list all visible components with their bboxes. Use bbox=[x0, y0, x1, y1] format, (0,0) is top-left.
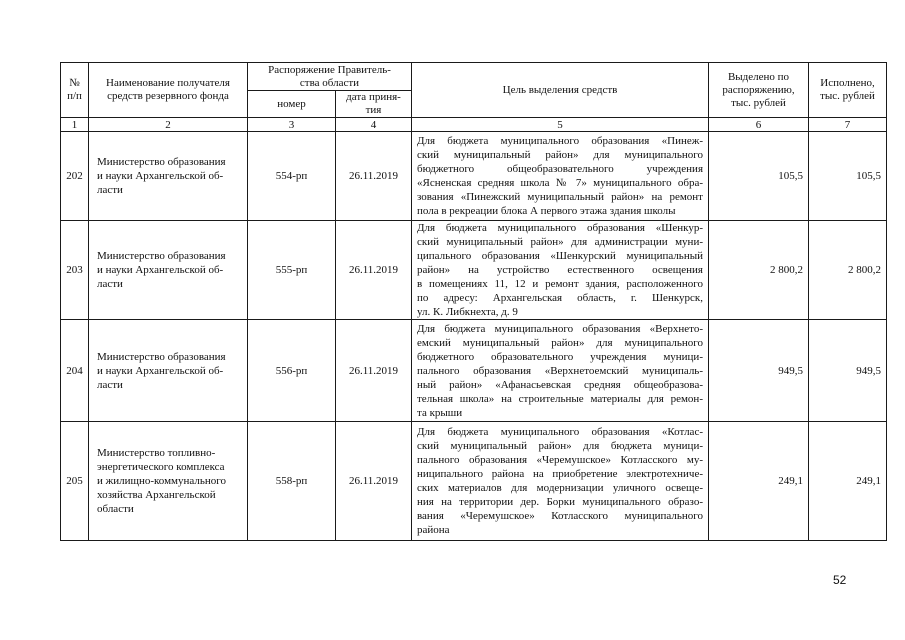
allocated-amount-cell: 105,5 bbox=[709, 132, 809, 221]
page-number: 52 bbox=[833, 573, 847, 587]
table-row bbox=[61, 221, 887, 320]
order-number-cell: 558-рп bbox=[248, 422, 336, 541]
header-recipient bbox=[89, 63, 248, 118]
purpose-line: Для бюджета муниципального образования «Верхнето- bbox=[417, 322, 703, 335]
recipient-line: хозяйства Архангельской bbox=[97, 489, 216, 501]
purpose-line: района bbox=[417, 524, 450, 536]
purpose-line: Для бюджета муниципального образования «Шенкур- bbox=[417, 222, 703, 234]
recipient-cell bbox=[89, 221, 248, 320]
header-no-line: п/п bbox=[67, 90, 82, 102]
purpose-cell bbox=[412, 422, 709, 541]
executed-amount-cell: 2 800,2 bbox=[809, 221, 887, 320]
allocated-amount-cell: 2 800,2 bbox=[709, 221, 809, 320]
purpose-cell bbox=[412, 132, 709, 221]
recipient-line: ласти bbox=[97, 278, 123, 290]
purpose-line: Для бюджета муниципального образования «Пинеж- bbox=[417, 135, 703, 147]
column-number: 4 bbox=[336, 118, 412, 132]
column-number: 5 bbox=[412, 118, 709, 132]
row-number-cell: 203 bbox=[61, 221, 89, 320]
order-number-cell: 555-рп bbox=[248, 221, 336, 320]
purpose-line: емский муниципальный район» для муниципального bbox=[417, 336, 703, 349]
purpose-line: пального образования «Верхнетоемский муниципаль- bbox=[417, 364, 703, 377]
header-order-group bbox=[248, 63, 412, 91]
recipient-line: и жилищно-коммунального bbox=[97, 475, 227, 487]
recipient-cell bbox=[89, 422, 248, 541]
column-number: 2 bbox=[89, 118, 248, 132]
column-number: 6 bbox=[709, 118, 809, 132]
purpose-line: ный район» «Афанасьевская средняя общеобразова- bbox=[417, 378, 703, 391]
purpose-line: ский муниципальный район» для муниципального bbox=[417, 149, 703, 161]
header-order-date-line: тия bbox=[365, 104, 382, 116]
header-order-date bbox=[336, 91, 412, 118]
purpose-line: ских материалов для модернизации уличного освеще- bbox=[417, 482, 703, 494]
purpose-line: район» на устройство естественного освещения bbox=[417, 264, 703, 276]
row-number-cell: 202 bbox=[61, 132, 89, 221]
executed-amount-cell: 105,5 bbox=[809, 132, 887, 221]
header-order-line: Распоряжение Правитель- bbox=[268, 63, 391, 76]
header-purpose-line: Цель выделения средств bbox=[502, 83, 618, 96]
header-allocated bbox=[709, 63, 809, 118]
purpose-cell bbox=[412, 320, 709, 422]
column-number: 7 bbox=[809, 118, 887, 132]
purpose-line: зования «Пинежский муниципальный район» на ремонт bbox=[417, 191, 703, 203]
order-date-cell: 26.11.2019 bbox=[336, 320, 412, 422]
allocated-amount-cell: 949,5 bbox=[709, 320, 809, 422]
header-order-number bbox=[248, 91, 336, 118]
header-recipient-line: Наименование получателя bbox=[106, 77, 230, 89]
purpose-line: вания «Черемушское» Котласского муниципального bbox=[417, 510, 703, 522]
header-allocated-line: распоряжению, bbox=[722, 83, 795, 96]
column-number-row bbox=[61, 118, 887, 132]
purpose-line: та крыши bbox=[417, 406, 463, 419]
header-recipient-line: средств резервного фонда bbox=[107, 90, 229, 102]
order-date-cell: 26.11.2019 bbox=[336, 422, 412, 541]
recipient-line: области bbox=[97, 503, 134, 515]
executed-amount-cell: 949,5 bbox=[809, 320, 887, 422]
header-no-line: № bbox=[69, 77, 80, 89]
column-number: 1 bbox=[61, 118, 89, 132]
recipient-line: Министерство образования bbox=[97, 350, 226, 363]
header-no bbox=[61, 63, 89, 118]
header-executed-line: Исполнено, bbox=[820, 77, 875, 89]
header-order-number-line: номер bbox=[277, 97, 306, 110]
purpose-line: ский муниципальный район» для администрации муни- bbox=[417, 236, 703, 248]
reserve-fund-table bbox=[60, 62, 887, 541]
purpose-line: Для бюджета муниципального образования «Котлас- bbox=[417, 426, 703, 438]
purpose-line: в помещениях 11, 12 и ремонт здания, расположенного bbox=[417, 278, 703, 290]
purpose-line: ниципального района на приобретение электротехниче- bbox=[417, 468, 703, 480]
recipient-line: и науки Архангельской об- bbox=[97, 170, 224, 182]
header-executed-line: тыс. рублей bbox=[820, 90, 875, 102]
header-purpose bbox=[412, 63, 709, 118]
header-allocated-line: тыс. рублей bbox=[731, 96, 786, 109]
recipient-line: и науки Архангельской об- bbox=[97, 364, 224, 377]
table-header bbox=[61, 63, 887, 132]
purpose-line: ния на территории дер. Борки муниципального образо- bbox=[417, 496, 703, 508]
order-number-cell: 554-рп bbox=[248, 132, 336, 221]
purpose-line: ский муниципальный район» для бюджета муници- bbox=[417, 440, 703, 452]
recipient-line: Министерство образования bbox=[97, 250, 226, 262]
header-order-line: ства области bbox=[299, 76, 360, 89]
purpose-line: ул. К. Либкнехта, д. 9 bbox=[417, 306, 518, 318]
purpose-line: пального образования «Черемушское» Котласского му- bbox=[417, 454, 703, 466]
row-number-cell: 204 bbox=[61, 320, 89, 422]
table-row bbox=[61, 132, 887, 221]
order-number-cell: 556-рп bbox=[248, 320, 336, 422]
header-order-date-line: дата приня- bbox=[346, 91, 401, 103]
table-body bbox=[61, 132, 887, 541]
header-allocated-line: Выделено по bbox=[727, 70, 790, 83]
recipient-line: ласти bbox=[97, 378, 123, 391]
recipient-line: и науки Архангельской об- bbox=[97, 264, 224, 276]
purpose-line: тельная школа» на строительные материалы для ремон- bbox=[417, 392, 703, 405]
header-executed bbox=[809, 63, 887, 118]
table-row bbox=[61, 320, 887, 422]
table-row bbox=[61, 422, 887, 541]
purpose-line: ципального образования «Шенкурский муниципальный bbox=[417, 250, 703, 262]
recipient-line: энергетического комплекса bbox=[97, 461, 225, 473]
allocated-amount-cell: 249,1 bbox=[709, 422, 809, 541]
recipient-line: ласти bbox=[97, 184, 123, 196]
purpose-line: бюджетного образовательного учреждения муници- bbox=[417, 350, 703, 363]
order-date-cell: 26.11.2019 bbox=[336, 132, 412, 221]
header-row bbox=[61, 63, 887, 91]
purpose-line: пола в рекреации блока А первого этажа здания школы bbox=[417, 205, 676, 217]
purpose-line: бюджетного общеобразовательного учреждения bbox=[417, 163, 703, 175]
recipient-line: Министерство образования bbox=[97, 156, 226, 168]
order-date-cell: 26.11.2019 bbox=[336, 221, 412, 320]
executed-amount-cell: 249,1 bbox=[809, 422, 887, 541]
purpose-line: по адресу: Архангельская область, г. Шенкурск, bbox=[417, 292, 703, 304]
row-number-cell: 205 bbox=[61, 422, 89, 541]
purpose-cell bbox=[412, 221, 709, 320]
purpose-line: «Ясненская средняя школа № 7» муниципального обра- bbox=[417, 177, 703, 189]
column-number: 3 bbox=[248, 118, 336, 132]
recipient-cell bbox=[89, 320, 248, 422]
recipient-cell bbox=[89, 132, 248, 221]
recipient-line: Министерство топливно- bbox=[97, 447, 216, 459]
